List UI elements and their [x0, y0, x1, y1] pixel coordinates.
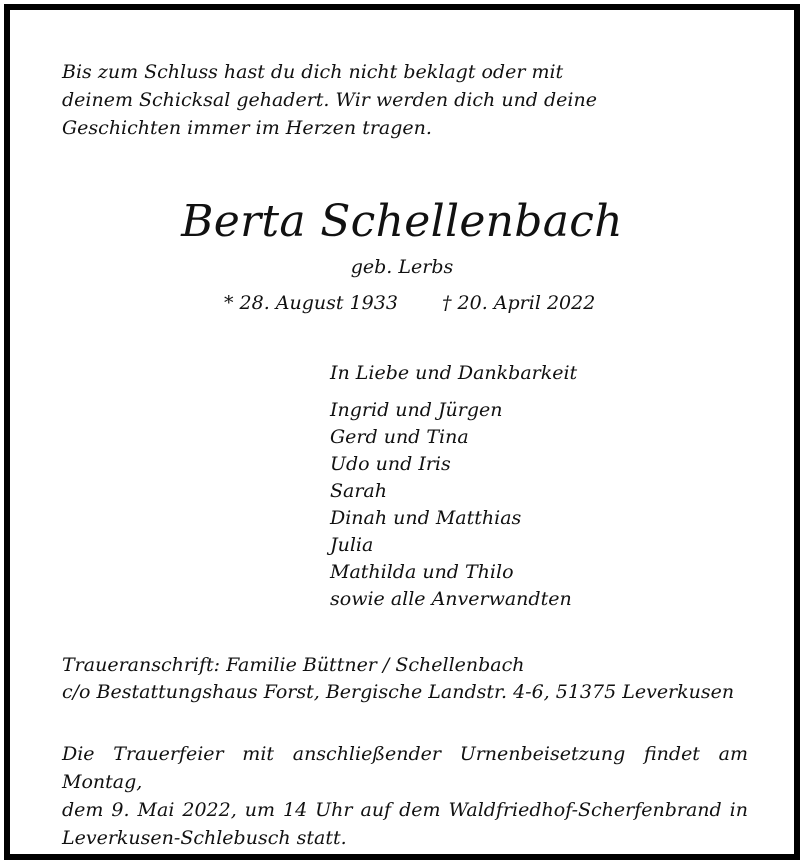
mourner-name: Mathilda und Thilo: [330, 561, 514, 583]
poem-line: Geschichten immer im Herzen tragen.: [62, 117, 432, 139]
poem-line: Bis zum Schluss hast du dich nicht beklagt oder mit: [62, 61, 564, 83]
obituary-frame: [4, 4, 800, 860]
ceremony-line: dem 9. Mai 2022, um 14 Uhr auf dem Waldfriedhof-Scherfenbrand in: [62, 799, 748, 821]
poem-line: deinem Schicksal gehadert. Wir werden dich und deine: [62, 89, 597, 111]
mourners-intro: In Liebe und Dankbarkeit: [330, 362, 578, 384]
ceremony-line: Die Trauerfeier mit anschließender Urnenbeisetzung findet am Montag,: [62, 743, 748, 793]
mourning-address: [62, 652, 734, 706]
ceremony-notice: [62, 740, 748, 852]
birth-date: * 28. August 1933: [224, 292, 398, 314]
address-line: Traueranschrift: Familie Büttner / Schellenbach: [62, 654, 525, 676]
memorial-poem: [62, 58, 597, 142]
maiden-name: geb. Lerbs: [350, 256, 454, 278]
ceremony-line: Leverkusen-Schlebusch statt.: [62, 827, 347, 849]
mourner-name: Sarah: [330, 480, 387, 502]
mourners-list: [330, 360, 577, 613]
mourner-name: Dinah und Matthias: [330, 507, 522, 529]
deceased-name: Berta Schellenbach: [181, 196, 623, 247]
death-date: † 20. April 2022: [442, 292, 596, 314]
mourner-name: Ingrid und Jürgen: [330, 399, 503, 421]
address-line: c/o Bestattungshaus Forst, Bergische Landstr. 4-6, 51375 Leverkusen: [62, 681, 735, 703]
mourner-name: sowie alle Anverwandten: [330, 588, 572, 610]
mourner-name: Gerd und Tina: [330, 426, 469, 448]
mourner-name: Udo und Iris: [330, 453, 451, 475]
mourner-name: Julia: [330, 534, 374, 556]
